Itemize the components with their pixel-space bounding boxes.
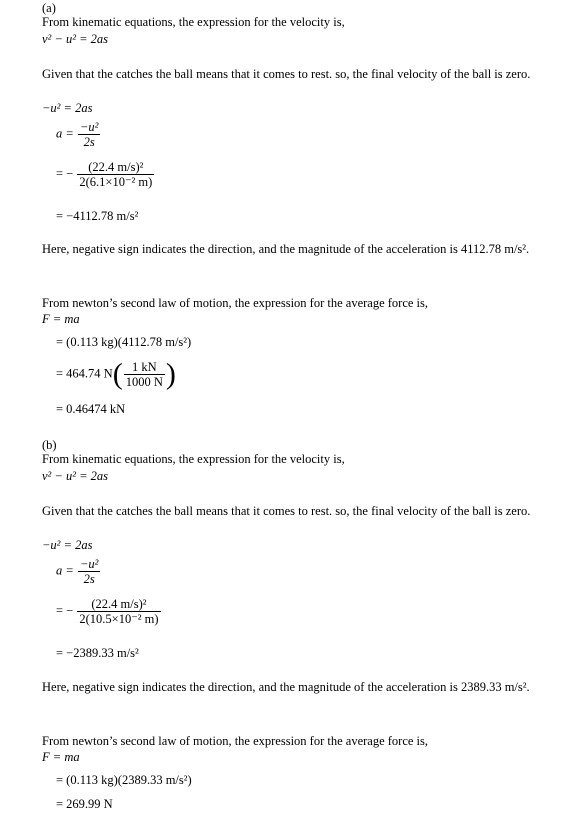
part-b-a-fraction	[78, 557, 100, 586]
part-a-newton-intro: From newton’s second law of motion, the expression for the average force is,	[42, 296, 429, 310]
part-b-force-substitution: = (0.113 kg)(2389.33 m/s²)	[56, 773, 192, 787]
part-a-sub-denominator: 2(6.1×10⁻² m)	[79, 175, 153, 189]
part-a-force-conversion: = 464.74 N( $\frac{1 kN}{1000 N}$ )	[56, 357, 176, 391]
part-a-a-denominator: 2s	[83, 135, 95, 149]
part-a-conversion-fraction	[124, 360, 165, 389]
part-b-sub-numerator: (22.4 m/s)²	[77, 597, 160, 612]
part-b-note-value: 2389.33 m/s².	[460, 680, 530, 694]
part-a-a-lhs: a =	[56, 126, 74, 141]
part-a-sub-numerator: (22.4 m/s)²	[77, 160, 154, 175]
part-b-a-lhs: a =	[56, 563, 74, 578]
part-b-given-text: Given that the catches the ball means that it comes to rest. so, the final velocity of the ball is zero.	[42, 504, 531, 518]
part-b-note	[42, 679, 540, 695]
part-b-substitution: = − $\frac{\text{(22.4 m/s)²}}{\text{2(10.5×10⁻² m)}}$	[56, 597, 159, 626]
part-a-a-numerator: −u²	[79, 120, 99, 134]
part-a-sub-fraction	[77, 160, 154, 189]
part-a-force-substitution: = (0.113 kg)(4112.78 m/s²)	[56, 335, 192, 349]
part-a-substitution: = − $\frac{\text{(22.4 m/s)²}}{\text{2(6.1×10⁻² m)}}$	[56, 160, 153, 189]
part-a-note-text: Here, negative sign indicates the direction, and the magnitude of the acceleration is	[42, 242, 458, 256]
part-b-label: (b)	[42, 438, 57, 452]
part-a-force-value: = 464.74 N	[56, 366, 113, 381]
part-a-a-fraction	[78, 120, 100, 149]
part-a-conversion-denominator: 1000 N	[125, 375, 163, 389]
part-b-sub-fraction	[77, 597, 160, 626]
part-b-velocity-equation: v² − u² = 2as	[42, 469, 109, 483]
part-a-intro: From kinematic equations, the expression for the velocity is,	[42, 15, 345, 29]
part-a-note-value: 4112.78 m/s².	[460, 242, 530, 256]
part-b-force-final: = 269.99 N	[56, 797, 113, 811]
part-a-acceleration-result: = −4112.78 m/s²	[56, 209, 139, 223]
part-a-note	[42, 241, 540, 257]
part-b-acceleration-formula	[56, 557, 101, 586]
part-b-newton-intro: From newton’s second law of motion, the expression for the average force is,	[42, 734, 429, 748]
part-a-label: (a)	[42, 1, 56, 15]
part-a-acceleration-formula	[56, 120, 101, 149]
part-a-conversion-numerator: 1 kN	[124, 360, 165, 375]
part-b-force-equation: F = ma	[42, 750, 80, 764]
part-a-velocity-equation: v² − u² = 2as	[42, 32, 109, 46]
part-b-a-numerator: −u²	[79, 557, 99, 571]
part-b-rest-equation: −u² = 2as	[42, 538, 93, 552]
part-b-intro: From kinematic equations, the expression for the velocity is,	[42, 452, 345, 466]
part-b-a-denominator: 2s	[83, 572, 95, 586]
part-a-rest-equation: −u² = 2as	[42, 101, 93, 115]
part-a-force-equation: F = ma	[42, 312, 80, 326]
part-b-note-text: Here, negative sign indicates the direction, and the magnitude of the acceleration is	[42, 680, 458, 694]
part-b-sub-denominator: 2(10.5×10⁻² m)	[79, 612, 159, 626]
part-b-acceleration-result: = −2389.33 m/s²	[56, 646, 139, 660]
part-a-force-final: = 0.46474 kN	[56, 402, 126, 416]
part-a-given-text: Given that the catches the ball means that it comes to rest. so, the final velocity of the ball is zero.	[42, 67, 531, 81]
